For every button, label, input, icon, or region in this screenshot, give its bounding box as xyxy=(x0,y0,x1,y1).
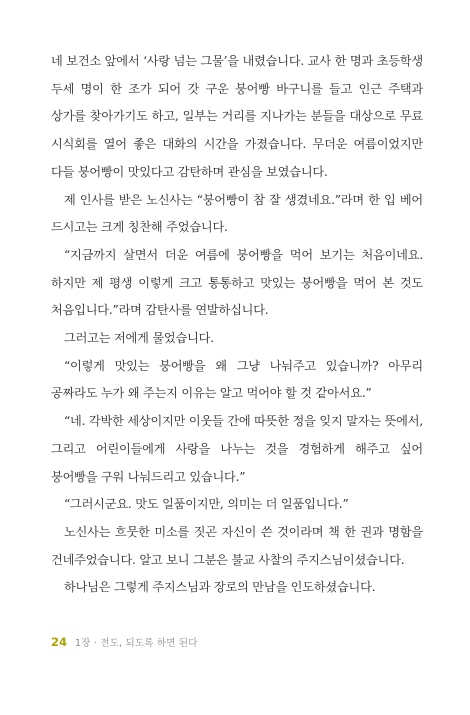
body-text xyxy=(51,48,423,602)
chapter-title: 1장 · 전도, 되도록 하면 된다 xyxy=(75,638,198,649)
paragraph: “네. 각박한 세상이지만 이웃들 간에 따뜻한 정을 잊지 말자는 뜻에서, 그리고 어린이들에게 사랑을 나누는 것을 경험하게 해주고 싶어 붕어빵을 구워 나눠드리고 있습니다.” xyxy=(51,414,423,484)
paragraph: “그러시군요. 맛도 일품이지만, 의미는 더 일품입니다.” xyxy=(64,497,349,512)
paragraph: 그러고는 저에게 물었습니다. xyxy=(64,331,214,346)
page-number: 24 xyxy=(51,635,68,649)
paragraph: “이렇게 맛있는 붕어빵을 왜 그냥 나눠주고 있습니까? 아무리 공짜라도 누가 왜 주는지 이유는 알고 먹어야 할 것 같아서요.” xyxy=(51,358,423,401)
page-footer xyxy=(51,633,198,651)
paragraph: 제 인사를 받은 노신사는 “붕어빵이 참 잘 생겼네요.”라며 한 입 베어 드시고는 크게 칭찬해 주었습니다. xyxy=(51,192,423,235)
paragraph: “지금까지 살면서 더운 여름에 붕어빵을 먹어 보기는 처음이네요. 하지만 제 평생 이렇게 크고 통통하고 맛있는 붕어빵을 먹어 본 것도 처음입니다.”라며 감탄사를 연발하십니다. xyxy=(51,247,423,318)
paragraph: 노신사는 흐뭇한 미소를 짓곤 자신이 쓴 것이라며 책 한 권과 명함을 건네주었습니다. 알고 보니 그분은 불교 사찰의 주지스님이셨습니다. xyxy=(51,524,423,567)
paragraph-continued: 네 보건소 앞에서 ‘사랑 넘는 그물’을 내렸습니다. 교사 한 명과 초등학생 두세 명이 한 조가 되어 갓 구운 붕어빵 바구니를 들고 인근 주택과 상가를 찾아가기도 하고, 일부는 거리를 지나가는 분들을 대상으로 무료 시식회를 열어 좋은 대화의 시간을 가졌습니다. 무더운 여름이었지만 다들 붕어빵이 맛있다고 감탄하며 관심을 보였습니다. xyxy=(51,54,423,179)
paragraph: 하나님은 그렇게 주지스님과 장로의 만남을 인도하셨습니다. xyxy=(64,580,376,595)
